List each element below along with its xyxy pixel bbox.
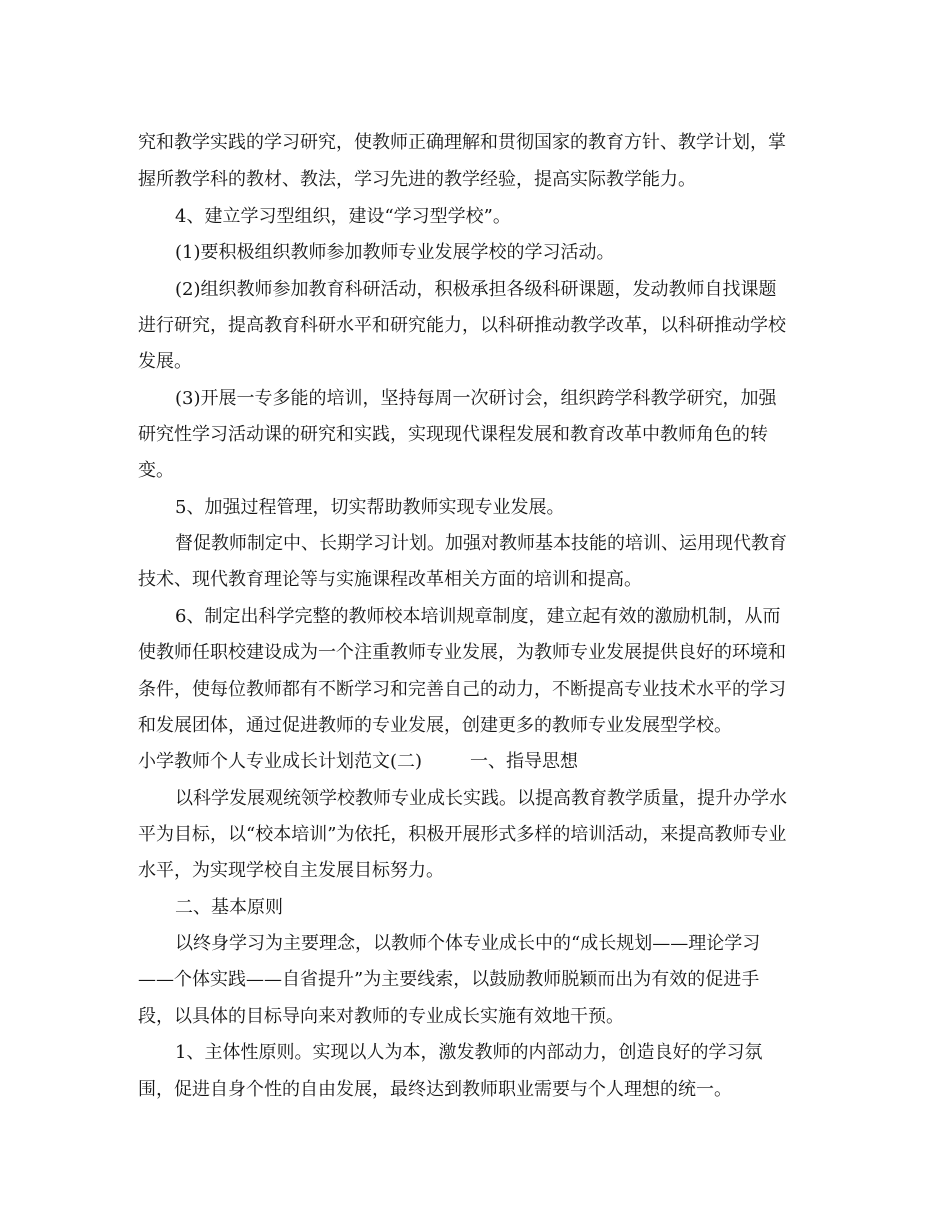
paragraph-line: 和发展团体，通过促进教师的专业发展，创建更多的教师专业发展型学校。 [138, 715, 732, 736]
section-title: 小学教师个人专业成长计划范文(二) [138, 751, 423, 772]
paragraph-line: (2)组织教师参加教育科研活动，积极承担各级科研课题，发动教师自找课题 [175, 279, 777, 300]
paragraph-line: 条件，使每位教师都有不断学习和完善自己的动力，不断提高专业技术水平的学习 [138, 679, 786, 700]
paragraph-line: 平为目标，以“校本培训”为依托，积极开展形式多样的培训活动，来提高教师专业 [138, 824, 787, 845]
paragraph-line: 发展。 [138, 351, 192, 372]
paragraph-line: 技术、现代教育理论等与实施课程改革相关方面的培训和提高。 [138, 569, 642, 590]
paragraph-line: (3)开展一专多能的培训，坚持每周一次研讨会，组织跨学科教学研究，加强 [175, 388, 777, 409]
paragraph-line: 究和教学实践的学习研究，使教师正确理解和贯彻国家的教育方针、教学计划，掌 [138, 132, 786, 153]
paragraph-line: ——个体实践——自省提升”为主要线索，以鼓励教师脱颖而出为有效的促进手 [138, 969, 760, 990]
numbered-heading: 5、加强过程管理，切实帮助教师实现专业发展。 [175, 497, 565, 518]
paragraph-line: 握所教学科的教材、教法，学习先进的教学经验，提高实际教学能力。 [138, 169, 696, 190]
paragraph-line: 研究性学习活动课的研究和实践，实现现代课程发展和教育改革中教师角色的转 [138, 424, 768, 445]
paragraph-line: 1、主体性原则。实现以人为本，激发教师的内部动力，创造良好的学习氛 [175, 1042, 763, 1063]
section-title-line [138, 750, 578, 774]
paragraph-line: 水平，为实现学校自主发展目标努力。 [138, 860, 444, 881]
numbered-heading: 6、制定出科学完整的教师校本培训规章制度，建立起有效的激励机制，从而 [175, 606, 781, 627]
paragraph-line: 以终身学习为主要理念，以教师个体专业成长中的“成长规划——理论学习 [175, 933, 761, 954]
section-subheading: 一、指导思想 [470, 751, 579, 772]
paragraph-line: 段，以具体的目标导向来对教师的专业成长实施有效地干预。 [138, 1006, 624, 1027]
numbered-heading: 4、建立学习型组织，建设“学习型学校”。 [175, 206, 511, 227]
paragraph-line: 以科学发展观统领学校教师专业成长实践。以提高教育教学质量，提升办学水 [175, 788, 787, 809]
paragraph-line: 使教师任职校建设成为一个注重教师专业发展，为教师专业发展提供良好的环境和 [138, 642, 786, 663]
paragraph-line: 进行研究，提高教育科研水平和研究能力，以科研推动教学改革，以科研推动学校 [138, 315, 786, 336]
paragraph-line: 变。 [138, 460, 174, 481]
paragraph-line: 围，促进自身个性的自由发展，最终达到教师职业需要与个人理想的统一。 [138, 1079, 732, 1100]
subheading: 二、基本原则 [175, 897, 283, 918]
paragraph-line: (1)要积极组织教师参加教师专业发展学校的学习活动。 [175, 242, 615, 263]
paragraph-line: 督促教师制定中、长期学习计划。加强对教师基本技能的培训、运用现代教育 [175, 533, 787, 554]
